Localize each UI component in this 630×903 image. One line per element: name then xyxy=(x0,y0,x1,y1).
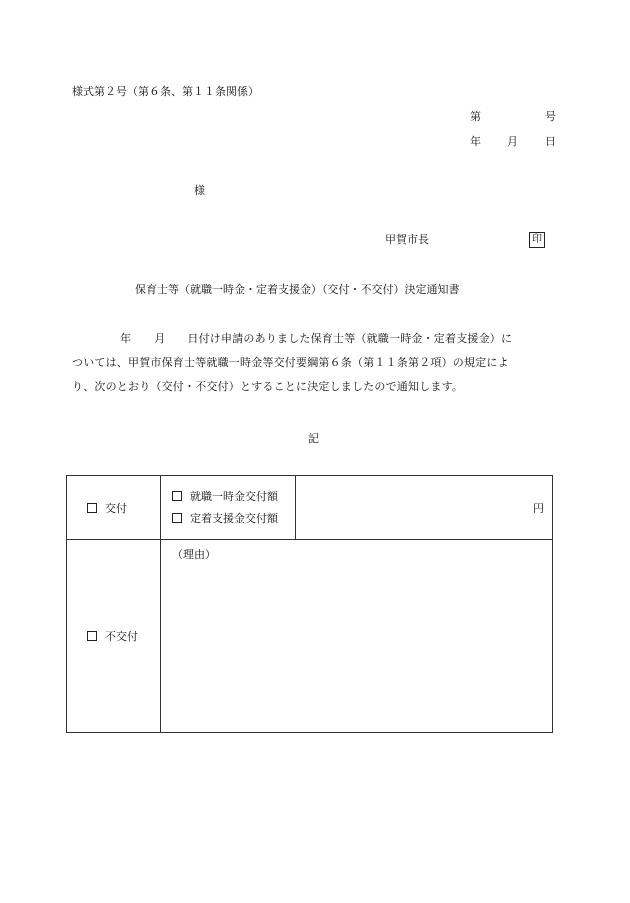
issuer-title: 甲賀市長 xyxy=(385,233,429,246)
grant-row xyxy=(67,476,553,540)
date-month-label: 月 xyxy=(507,135,518,148)
option-employment-lump-sum xyxy=(161,486,295,508)
body-line-1 xyxy=(72,327,560,351)
reason-cell[interactable] xyxy=(161,540,553,733)
nongrant-row xyxy=(67,540,553,733)
document-number-suffix: 号 xyxy=(545,110,556,123)
option-retention-support-label: 定着支援金交付額 xyxy=(190,511,278,525)
amount-cell[interactable] xyxy=(296,476,553,540)
yen-unit: 円 xyxy=(533,501,544,515)
retention-support-checkbox[interactable] xyxy=(172,513,182,523)
reason-label: （理由） xyxy=(172,548,216,561)
grant-label-cell xyxy=(67,476,161,540)
body-line-2: ついては、甲賀市保育士等就職一時金等交付要綱第６条（第１１条第２項）の規定によ xyxy=(72,356,509,369)
form-number: 様式第２号（第６条、第１１条関係） xyxy=(72,85,259,98)
document-number-prefix: 第 xyxy=(470,110,481,123)
date-year-label: 年 xyxy=(470,135,481,148)
body-line-3: り、次のとおり（交付・不交付）とすることに決定しましたので通知します。 xyxy=(72,380,464,393)
decision-table xyxy=(66,475,553,733)
document-title: 保育士等（就職一時金・定着支援金）（交付・不交付）決定通知書 xyxy=(135,283,460,296)
ki-heading: 記 xyxy=(308,432,319,445)
body-paragraph xyxy=(72,327,560,399)
grant-label: 交付 xyxy=(105,501,127,515)
grant-options-cell xyxy=(161,476,296,540)
option-retention-support xyxy=(161,508,295,530)
nongrant-checkbox[interactable] xyxy=(87,631,97,641)
addressee-honorific: 様 xyxy=(194,184,205,197)
employment-lump-sum-checkbox[interactable] xyxy=(172,491,182,501)
option-employment-lump-sum-label: 就職一時金交付額 xyxy=(190,489,278,503)
body-line1-text: 日付け申請のありました保育士等（就職一時金・定着支援金）に xyxy=(187,332,513,345)
seal-mark: 印 xyxy=(529,232,545,248)
body-month: 月 xyxy=(154,332,166,345)
grant-checkbox[interactable] xyxy=(87,503,97,513)
nongrant-label-cell xyxy=(67,540,161,733)
date-day-label: 日 xyxy=(545,135,556,148)
body-year: 年 xyxy=(120,332,132,345)
nongrant-label: 不交付 xyxy=(105,630,138,643)
